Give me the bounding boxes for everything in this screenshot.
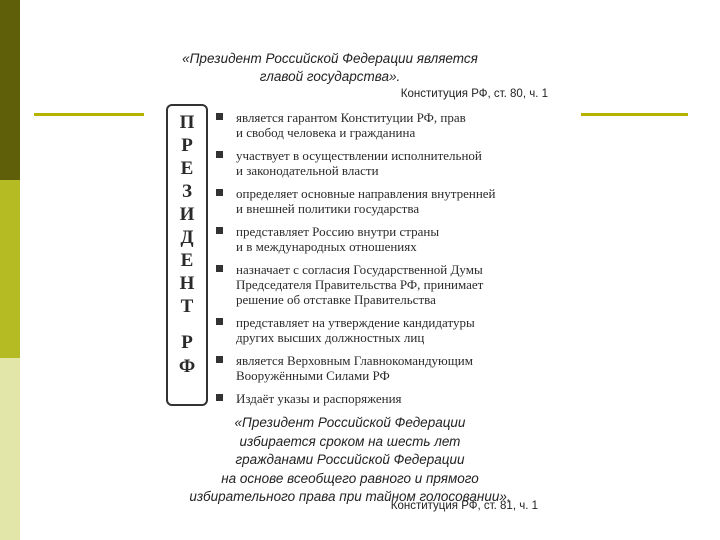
item-line: Издаёт указы и распоряжения [236, 391, 402, 406]
title-letter: Е [180, 250, 194, 271]
bullet-square-icon [216, 227, 223, 234]
item-line: назначает с согласия Государственной Думы [236, 262, 483, 277]
quote-bottom-line: избирательного права при тайном голосовании». [189, 489, 511, 504]
item-line: является Верховным Главнокомандующим [236, 353, 473, 368]
item-line: Председателя Правительства РФ, принимает [236, 277, 484, 292]
list-item [216, 148, 546, 178]
item-line: участвует в осуществлении исполнительной [236, 148, 482, 163]
bullet-square-icon [216, 113, 223, 120]
bullet-square-icon [216, 265, 223, 272]
horizontal-rule-left [34, 113, 144, 116]
title-letter: П [179, 112, 195, 133]
quote-bottom [170, 414, 530, 507]
title-letter: Ф [178, 356, 196, 377]
quote-bottom-line: «Президент Российской Федерации [234, 415, 466, 430]
item-line: является гарантом Конституции РФ, прав [236, 110, 466, 125]
left-bar-mid [0, 180, 20, 358]
item-line: определяет основные направления внутренней [236, 186, 496, 201]
source-top: Конституция РФ, ст. 80, ч. 1 [400, 88, 548, 100]
list-item [216, 353, 546, 383]
item-line: решение об отставке Правительства [236, 292, 436, 307]
item-line: и внешней политики государства [236, 201, 420, 216]
bullet-square-icon [216, 318, 223, 325]
bullet-square-icon [216, 394, 223, 401]
title-letter: Д [180, 227, 194, 248]
left-bar-light [0, 358, 20, 540]
item-line: и в международных отношениях [236, 239, 417, 254]
quote-top-line: «Президент Российской Федерации является [182, 51, 478, 66]
title-letter: Н [179, 273, 195, 294]
list-item [216, 391, 546, 406]
left-bar-dark [0, 0, 20, 180]
bullet-square-icon [216, 151, 223, 158]
item-line: и свобод человека и гражданина [236, 125, 416, 140]
item-line: других высших должностных лиц [236, 330, 425, 345]
title-letter: Р [181, 135, 193, 156]
list-item [216, 315, 546, 345]
list-item [216, 224, 546, 254]
item-line: представляет Россию внутри страны [236, 224, 440, 239]
quote-top [150, 50, 510, 86]
title-letter: Е [180, 158, 194, 179]
item-line: и законодательной власти [236, 163, 379, 178]
list-item [216, 186, 546, 216]
bullet-square-icon [216, 189, 223, 196]
quote-bottom-line: избирается сроком на шесть лет [239, 433, 461, 449]
source-bottom: Конституция РФ, ст. 81, ч. 1 [390, 500, 538, 512]
item-line: представляет на утверждение кандидатуры [236, 315, 475, 330]
vertical-title-box [166, 104, 208, 406]
title-letter: И [179, 204, 195, 225]
bullet-square-icon [216, 356, 223, 363]
quote-bottom-line: гражданами Российской Федерации [235, 452, 465, 467]
quote-top-line: главой государства». [259, 69, 401, 84]
list-item [216, 110, 546, 140]
list-item [216, 262, 546, 307]
title-letter: З [181, 181, 193, 202]
item-line: Вооружёнными Силами РФ [236, 368, 390, 383]
quote-bottom-line: на основе всеобщего равного и прямого [221, 470, 479, 486]
document-page [150, 30, 570, 520]
horizontal-rule-right [581, 113, 688, 116]
title-letter: Т [180, 296, 194, 317]
title-letter: Р [181, 332, 193, 353]
